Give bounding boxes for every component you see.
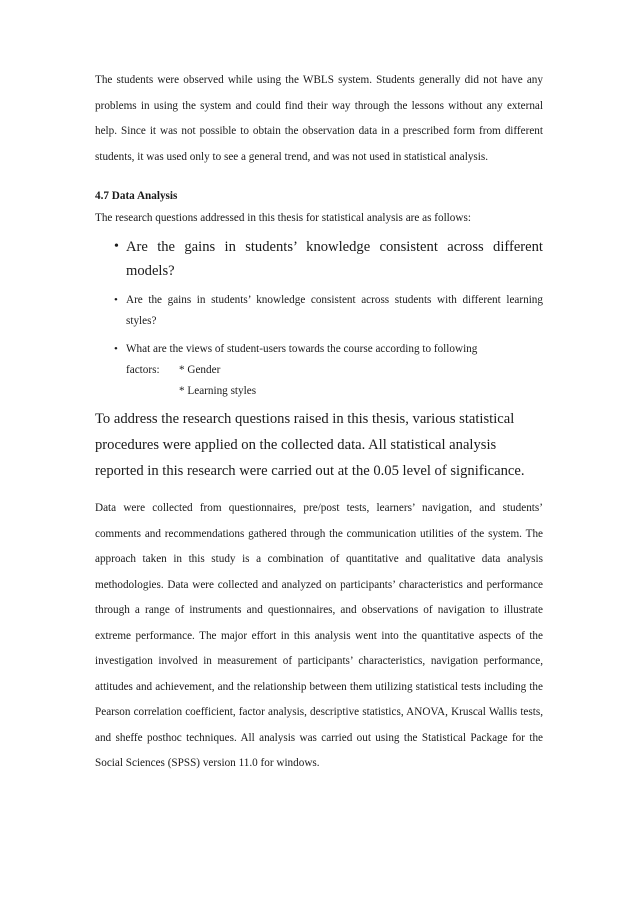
section-heading: 4.7 Data Analysis [95, 190, 178, 202]
factors-label: factors: [126, 364, 160, 376]
section-intro: The research questions addressed in this thesis for statistical analysis are as follows: [95, 212, 471, 224]
question-text: Are the gains in students’ knowledge consistent across different models? [126, 239, 543, 279]
research-questions-list [95, 235, 543, 402]
procedures-paragraph: To address the research questions raised in this thesis, various statistical procedures were applied on the collected data. All statistical analysis reported in this research were carried out at the 0.05 level of significance. [95, 411, 525, 479]
bullet-icon: • [114, 294, 118, 306]
observation-paragraph: The students were observed while using the WBLS system. Students generally did not have any problems in using the system and could find their way through the lessons without any external help. Since it was not possible to obtain the observation data in a prescribed form from different students, it was used only to see a general trend, and was not used in statistical analysis. [95, 74, 543, 163]
bullet-icon: • [114, 239, 119, 254]
list-item [95, 235, 543, 283]
data-collection-paragraph: Data were collected from questionnaires, pre/post tests, learners’ navigation, and students’ comments and recommendations gathered through the communication utilities of the system. The approach taken in this study is a combination of quantitative and qualitative data analysis methodologies. Data were collected and analyzed on participants’ characteristics and performance through a range of instruments and questionnaires, and observations of navigation to illustrate extreme performance. The major effort in this analysis went into the quantitative aspects of the investigation involved in measurement of participants’ characteristics, navigation performance, attitudes and achievement, and the relationship between them utilizing statistical tests including the Pearson correlation coefficient, factor analysis, descriptive statistics, ANOVA, Kruscal Wallis tests, and sheffe posthoc techniques. All analysis was carried out using the Statistical Package for the Social Sciences (SPSS) version 11.0 for windows. [95, 502, 543, 769]
bullet-icon: • [114, 343, 118, 355]
list-item [95, 339, 543, 402]
factor-item: * Learning styles [179, 385, 257, 397]
factor-line [126, 360, 543, 381]
factor-line [126, 381, 543, 402]
question-text: What are the views of student-users towards the course according to following [126, 343, 478, 355]
factor-item: * Gender [179, 364, 221, 376]
list-item [95, 290, 543, 332]
question-text: Are the gains in students’ knowledge consistent across students with different learning styles? [126, 294, 543, 327]
document-page [95, 68, 543, 777]
